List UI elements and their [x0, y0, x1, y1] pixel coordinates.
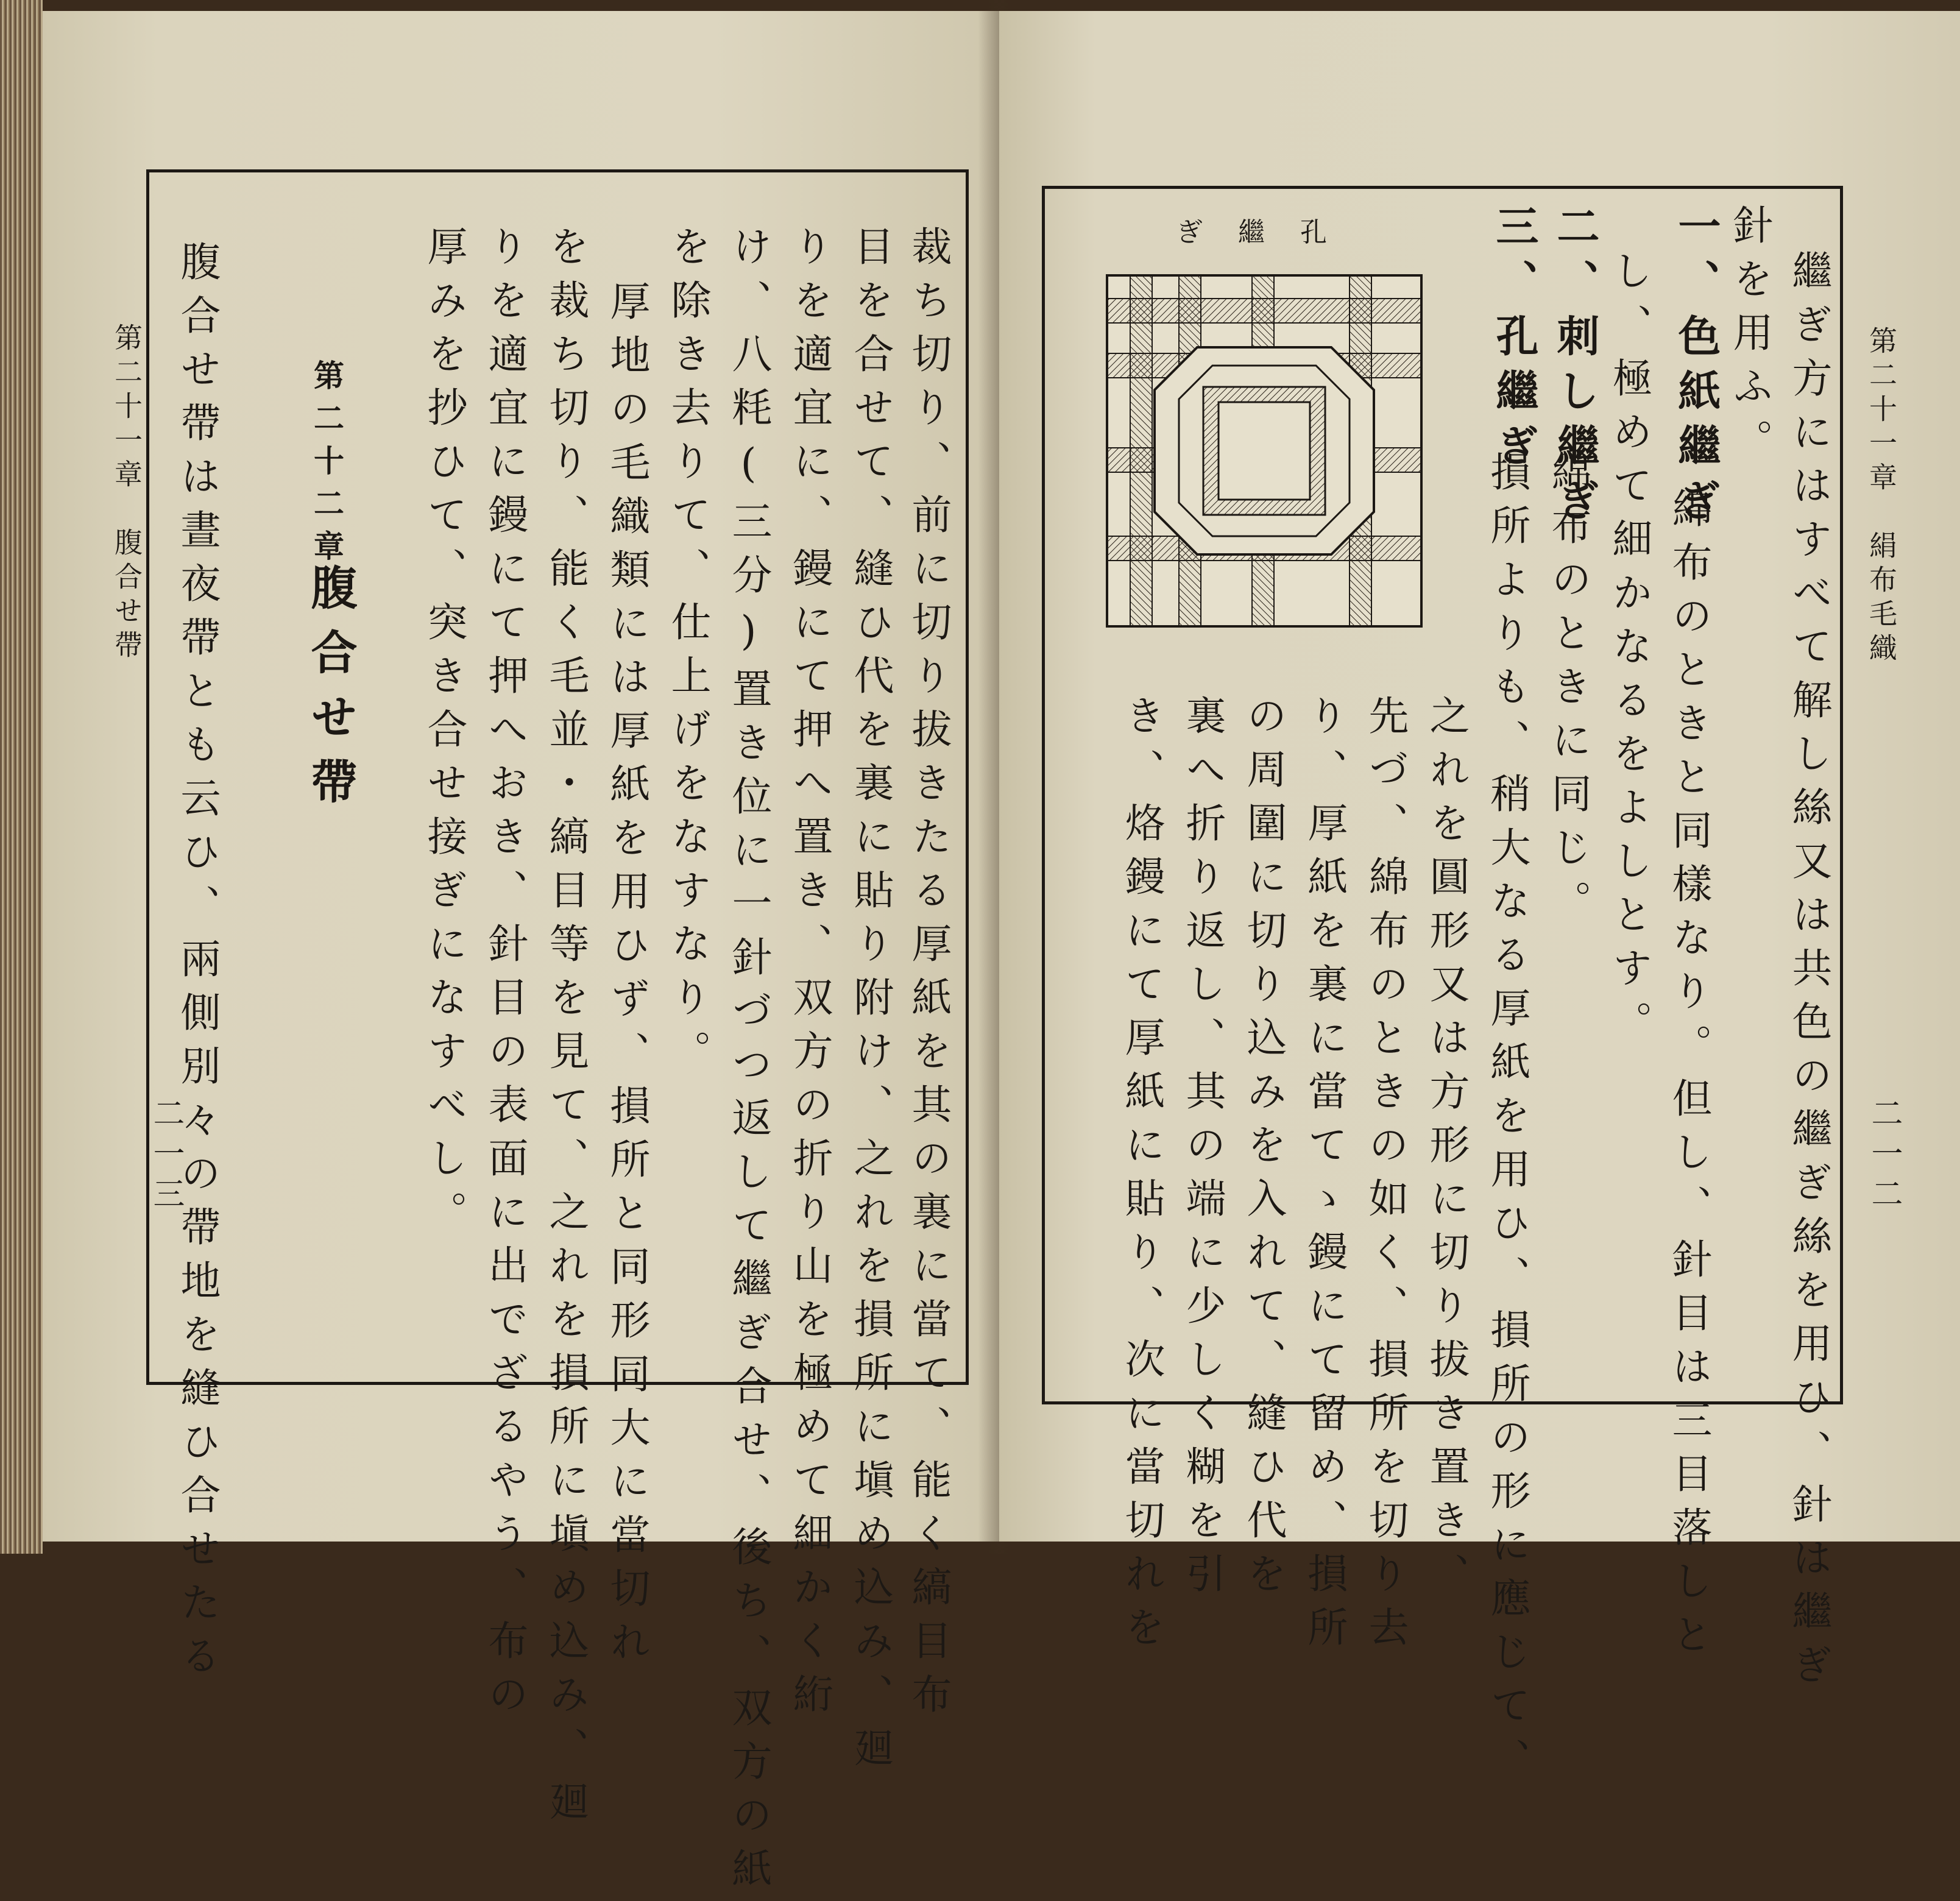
item-line: り、厚紙を裏に當てゝ鏝にて留め、損所: [1301, 695, 1348, 1660]
right-page-number: 二一二: [1866, 1097, 1902, 1217]
chapter-title: 腹合せ帶: [303, 564, 358, 822]
left-body-column: 目を合せて、縫ひ代を裏に貼り附け、之れを損所に塡め込み、廻: [847, 225, 894, 1780]
item-line: し、極めて細かなるをよしとす。: [1605, 250, 1652, 1054]
item-line: 綿布のときと同樣なり。但し、針目は三目落しと: [1665, 487, 1712, 1667]
left-body-column: りを適宜に鏝にて押へおき、針目の表面に出でざるやう、布の: [481, 225, 528, 1727]
left-page-number: 二一三: [147, 1097, 184, 1217]
left-body-column: 裁ち切り、前に切り拔きたる厚紙を其の裏に當て、能く縞目布: [905, 225, 952, 1727]
chapter-intro-column: 腹合せ帶は晝夜帶とも云ひ、兩側別々の帶地を縫ひ合せたる: [174, 241, 221, 1688]
item-head-shikishi: 一、色紙繼ぎ: [1671, 204, 1722, 533]
figure-caption: ぎ繼孔: [1176, 217, 1362, 248]
left-body-column: りを適宜に、鏝にて押へ置き、双方の折り山を極めて細かく絎: [786, 225, 833, 1727]
item-line: の周圍に切り込みを入れて、縫ひ代を: [1240, 695, 1287, 1606]
right-body-column: 繼ぎ方にはすべて解し絲又は共色の繼ぎ絲を用ひ、針は繼ぎ: [1785, 250, 1832, 1697]
left-body-column: け、八粍(三分)置き位に一針づつ返して繼ぎ合せ、後ち、双方の紙: [725, 225, 772, 1901]
page-edges: [0, 0, 43, 1554]
left-body-column: を裁ち切り、能く毛並・縞目等を見て、之れを損所に塡め込み、廻: [542, 225, 589, 1834]
item-line: き、烙鏝にて厚紙に貼り、次に當切れを: [1118, 695, 1165, 1660]
item-head-sashi: 二、刺し繼ぎ: [1550, 204, 1601, 533]
left-body-column: 厚地の毛織類には厚紙を用ひず、損所と同形同大に當切れ: [603, 280, 650, 1674]
item-line: 損所よりも、稍大なる厚紙を用ひ、損所の形に應じて、: [1484, 451, 1530, 1791]
item-head-ana: 三、孔繼ぎ: [1489, 204, 1540, 478]
right-running-header: 第二十一章 絹布毛織: [1865, 326, 1898, 667]
item-line: 先づ、綿布のときの如く、損所を切り去: [1362, 695, 1409, 1660]
item-line: 之れを圓形又は方形に切り拔き置き、: [1423, 695, 1470, 1606]
left-body-column: を除き去りて、仕上げをなすなり。: [664, 225, 711, 1083]
chapter-number: 第二十二章: [309, 359, 345, 573]
left-running-header: 第二十一章 腹合せ帶: [110, 323, 143, 664]
right-body-column: 針を用ふ。: [1726, 204, 1773, 472]
left-body-column: 厚みを抄ひて、突き合せ接ぎになすべし。: [420, 225, 467, 1244]
item-line: 裏へ折り返し、其の端に少しく糊を引: [1179, 695, 1226, 1606]
item-line: 綿布のときに同じ。: [1544, 451, 1591, 933]
patch-diagram: [1106, 274, 1423, 628]
